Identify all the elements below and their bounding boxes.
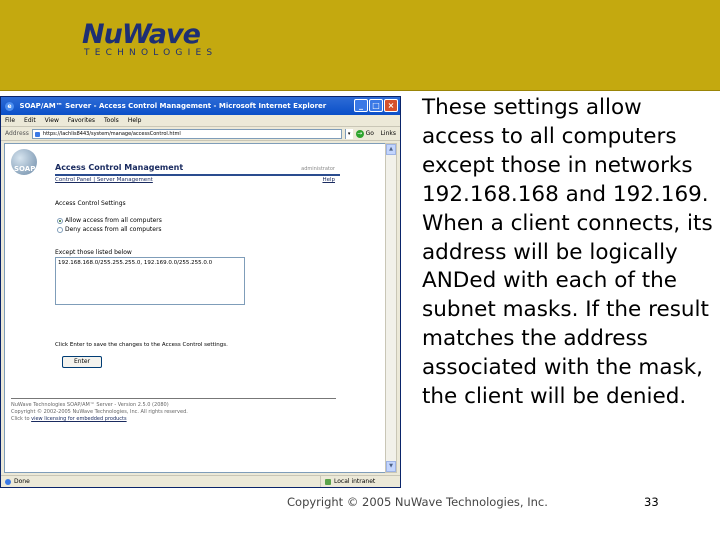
nav-links[interactable]: Control Panel | Server Management — [55, 177, 153, 183]
go-label: Go — [365, 129, 374, 137]
soap-am-logo — [9, 149, 49, 175]
nuwave-logo — [82, 20, 232, 60]
vertical-scrollbar[interactable] — [385, 143, 397, 473]
radio-deny-row[interactable] — [57, 226, 162, 233]
page-title: Access Control Management — [55, 163, 184, 172]
radio-allow-label: Allow access from all computers — [65, 217, 162, 224]
footer-licensing-prefix: Click to — [11, 416, 30, 422]
zone-text: Local intranet — [334, 477, 376, 485]
go-button[interactable] — [356, 129, 378, 139]
header-band — [0, 0, 720, 90]
licensing-link[interactable]: view licensing for embedded products — [31, 416, 127, 422]
enter-button[interactable]: Enter — [62, 356, 102, 368]
footer-version: NuWave Technologies SOAP/AM™ Server - Version 2.5.0 (2080) — [11, 402, 169, 408]
save-instructions: Click Enter to save the changes to the Access Control settings. — [55, 342, 228, 348]
radio-allow[interactable] — [57, 218, 63, 224]
except-label: Except those listed below — [55, 249, 132, 256]
except-textarea[interactable]: 192.168.168.0/255.255.255.0, 192.169.0.0/255.255.0.0 — [55, 257, 245, 305]
address-bar — [1, 127, 400, 141]
maximize-icon[interactable]: □ — [369, 99, 383, 112]
menu-view[interactable]: View — [44, 117, 59, 124]
radio-allow-row[interactable] — [57, 217, 162, 224]
status-done — [5, 476, 30, 487]
footer-licensing — [11, 416, 127, 422]
scroll-up-icon[interactable]: ▲ — [386, 144, 396, 155]
header-divider — [0, 90, 720, 91]
address-input[interactable]: https://lachlis8443/system/manage/accessControl.html — [32, 129, 342, 139]
security-zone — [320, 476, 386, 487]
ie-icon: e — [5, 102, 14, 111]
status-text: Done — [14, 478, 30, 485]
window-controls — [354, 99, 398, 112]
close-icon[interactable]: × — [384, 99, 398, 112]
user-label: administrator — [301, 166, 335, 172]
slide-body-text: These settings allow access to all computers except those in networks 192.168.168 and 192.169. When a client connects, its address will be logically ANDed with each of the subnet masks. If the result matches the address associated with the mask, the client will be denied. — [422, 95, 713, 410]
section-heading: Access Control Settings — [55, 200, 126, 207]
logo-wordmark: NuWave — [82, 19, 200, 50]
footer-divider — [11, 398, 336, 399]
browser-content — [4, 143, 386, 473]
browser-titlebar — [1, 97, 400, 115]
radio-deny-label: Deny access from all computers — [65, 226, 162, 233]
browser-menubar — [1, 115, 400, 127]
browser-title: SOAP/AM™ Server - Access Control Management - Microsoft Internet Explorer — [19, 102, 327, 110]
title-underline — [55, 174, 340, 176]
menu-tools[interactable]: Tools — [104, 117, 119, 124]
address-dropdown-icon[interactable]: ▾ — [345, 129, 353, 139]
menu-help[interactable]: Help — [127, 117, 142, 124]
page-icon — [5, 479, 11, 485]
scroll-down-icon[interactable]: ▼ — [386, 461, 396, 472]
footer-copyright: Copyright © 2002-2005 NuWave Technologies, Inc. All rights reserved. — [11, 409, 188, 415]
logo-subtitle: TECHNOLOGIES — [84, 48, 218, 58]
links-label[interactable]: Links — [380, 129, 396, 137]
intranet-icon — [325, 479, 331, 485]
browser-window — [0, 96, 401, 488]
slide-copyright: Copyright © 2005 NuWave Technologies, Inc. — [287, 495, 548, 509]
soap-logo-text: SOAP/AM — [14, 165, 51, 173]
menu-file[interactable]: File — [5, 117, 16, 124]
status-bar — [1, 475, 400, 487]
go-arrow-icon: → — [357, 129, 363, 137]
page-number: 33 — [644, 495, 659, 509]
menu-favorites[interactable]: Favorites — [67, 117, 96, 124]
minimize-icon[interactable]: _ — [354, 99, 368, 112]
help-link[interactable]: Help — [322, 177, 335, 183]
radio-deny[interactable] — [57, 227, 63, 233]
menu-edit[interactable]: Edit — [24, 117, 36, 124]
address-label: Address — [5, 129, 29, 137]
